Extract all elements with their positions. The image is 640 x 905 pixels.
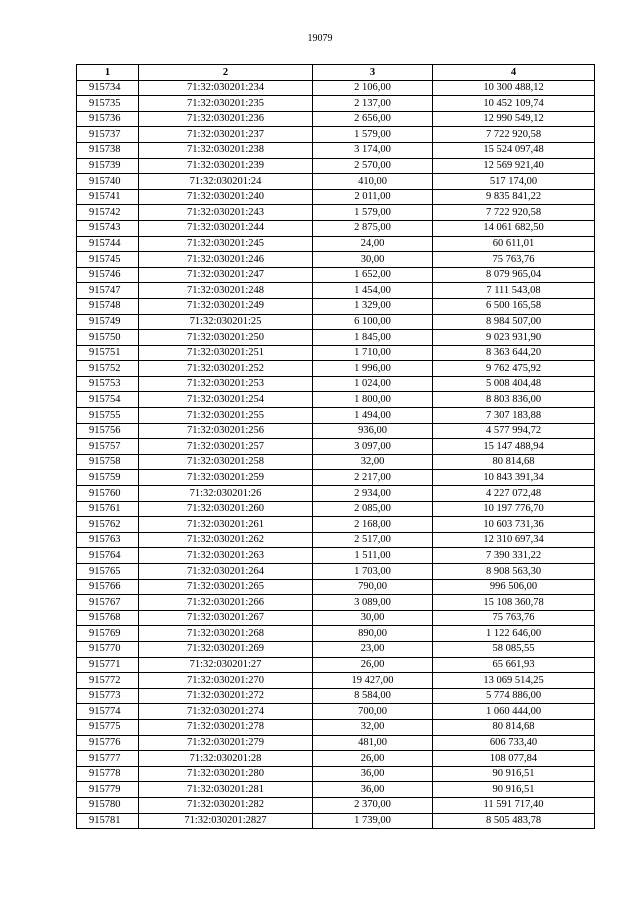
area-cell: 2 875,00 (313, 220, 433, 236)
table-row (77, 127, 595, 143)
area-cell: 3 174,00 (313, 142, 433, 158)
area-cell: 2 934,00 (313, 486, 433, 502)
row-number-cell: 915760 (77, 486, 139, 502)
area-cell: 2 370,00 (313, 797, 433, 813)
row-number-cell: 915734 (77, 80, 139, 96)
table-row (77, 158, 595, 174)
area-cell: 2 656,00 (313, 111, 433, 127)
value-cell: 5 774 886,00 (433, 688, 595, 704)
table-row (77, 782, 595, 798)
value-cell: 10 197 776,70 (433, 501, 595, 517)
row-number-cell: 915753 (77, 376, 139, 392)
row-number-cell: 915745 (77, 252, 139, 268)
area-cell: 1 652,00 (313, 267, 433, 283)
cadastral-number-cell: 71:32:030201:255 (139, 408, 313, 424)
table-header-row (77, 65, 595, 81)
area-cell: 790,00 (313, 579, 433, 595)
area-cell: 3 089,00 (313, 595, 433, 611)
area-cell: 23,00 (313, 641, 433, 657)
cadastral-number-cell: 71:32:030201:25 (139, 314, 313, 330)
table-row (77, 376, 595, 392)
cadastral-number-cell: 71:32:030201:2827 (139, 813, 313, 829)
row-number-cell: 915744 (77, 236, 139, 252)
cadastral-number-cell: 71:32:030201:247 (139, 267, 313, 283)
column-header-1: 1 (77, 65, 139, 81)
row-number-cell: 915751 (77, 345, 139, 361)
cadastral-number-cell: 71:32:030201:27 (139, 657, 313, 673)
area-cell: 410,00 (313, 174, 433, 190)
value-cell: 8 908 563,30 (433, 564, 595, 580)
table-row (77, 423, 595, 439)
area-cell: 32,00 (313, 719, 433, 735)
value-cell: 996 506,00 (433, 579, 595, 595)
value-cell: 12 569 921,40 (433, 158, 595, 174)
value-cell: 90 916,51 (433, 782, 595, 798)
area-cell: 30,00 (313, 610, 433, 626)
value-cell: 11 591 717,40 (433, 797, 595, 813)
area-cell: 3 097,00 (313, 439, 433, 455)
value-cell: 9 023 931,90 (433, 330, 595, 346)
area-cell: 1 996,00 (313, 361, 433, 377)
value-cell: 15 108 360,78 (433, 595, 595, 611)
area-cell: 2 517,00 (313, 532, 433, 548)
data-table (76, 64, 595, 829)
cadastral-number-cell: 71:32:030201:243 (139, 205, 313, 221)
row-number-cell: 915761 (77, 501, 139, 517)
table-body (77, 80, 595, 829)
cadastral-number-cell: 71:32:030201:28 (139, 751, 313, 767)
cadastral-number-cell: 71:32:030201:262 (139, 532, 313, 548)
value-cell: 12 310 697,34 (433, 532, 595, 548)
cadastral-number-cell: 71:32:030201:253 (139, 376, 313, 392)
table-row (77, 314, 595, 330)
row-number-cell: 915754 (77, 392, 139, 408)
row-number-cell: 915766 (77, 579, 139, 595)
area-cell: 1 739,00 (313, 813, 433, 829)
cadastral-number-cell: 71:32:030201:252 (139, 361, 313, 377)
row-number-cell: 915767 (77, 595, 139, 611)
value-cell: 60 611,01 (433, 236, 595, 252)
value-cell: 80 814,68 (433, 719, 595, 735)
table-row (77, 392, 595, 408)
table-row (77, 408, 595, 424)
value-cell: 58 085,55 (433, 641, 595, 657)
area-cell: 936,00 (313, 423, 433, 439)
cadastral-number-cell: 71:32:030201:281 (139, 782, 313, 798)
area-cell: 2 168,00 (313, 517, 433, 533)
table-row (77, 267, 595, 283)
row-number-cell: 915773 (77, 688, 139, 704)
table-row (77, 704, 595, 720)
column-header-3: 3 (313, 65, 433, 81)
row-number-cell: 915750 (77, 330, 139, 346)
cadastral-number-cell: 71:32:030201:251 (139, 345, 313, 361)
area-cell: 1 329,00 (313, 298, 433, 314)
row-number-cell: 915743 (77, 220, 139, 236)
value-cell: 8 984 507,00 (433, 314, 595, 330)
area-cell: 1 845,00 (313, 330, 433, 346)
row-number-cell: 915756 (77, 423, 139, 439)
area-cell: 8 584,00 (313, 688, 433, 704)
row-number-cell: 915757 (77, 439, 139, 455)
area-cell: 24,00 (313, 236, 433, 252)
cadastral-number-cell: 71:32:030201:246 (139, 252, 313, 268)
area-cell: 1 800,00 (313, 392, 433, 408)
area-cell: 1 454,00 (313, 283, 433, 299)
row-number-cell: 915764 (77, 548, 139, 564)
table-row (77, 96, 595, 112)
row-number-cell: 915737 (77, 127, 139, 143)
area-cell: 1 710,00 (313, 345, 433, 361)
table-row (77, 657, 595, 673)
row-number-cell: 915769 (77, 626, 139, 642)
value-cell: 1 060 444,00 (433, 704, 595, 720)
cadastral-number-cell: 71:32:030201:268 (139, 626, 313, 642)
value-cell: 10 300 488,12 (433, 80, 595, 96)
cadastral-number-cell: 71:32:030201:260 (139, 501, 313, 517)
cadastral-number-cell: 71:32:030201:263 (139, 548, 313, 564)
table-row (77, 751, 595, 767)
table-row (77, 454, 595, 470)
value-cell: 90 916,51 (433, 766, 595, 782)
table-row (77, 719, 595, 735)
row-number-cell: 915774 (77, 704, 139, 720)
cadastral-number-cell: 71:32:030201:244 (139, 220, 313, 236)
table-row (77, 80, 595, 96)
row-number-cell: 915759 (77, 470, 139, 486)
area-cell: 36,00 (313, 766, 433, 782)
cadastral-number-cell: 71:32:030201:258 (139, 454, 313, 470)
value-cell: 15 524 097,48 (433, 142, 595, 158)
value-cell: 7 390 331,22 (433, 548, 595, 564)
area-cell: 1 494,00 (313, 408, 433, 424)
row-number-cell: 915747 (77, 283, 139, 299)
value-cell: 80 814,68 (433, 454, 595, 470)
cadastral-number-cell: 71:32:030201:259 (139, 470, 313, 486)
table-row (77, 361, 595, 377)
table-row (77, 330, 595, 346)
cadastral-number-cell: 71:32:030201:256 (139, 423, 313, 439)
cadastral-number-cell: 71:32:030201:249 (139, 298, 313, 314)
cadastral-number-cell: 71:32:030201:26 (139, 486, 313, 502)
cadastral-number-cell: 71:32:030201:279 (139, 735, 313, 751)
cadastral-number-cell: 71:32:030201:266 (139, 595, 313, 611)
cadastral-number-cell: 71:32:030201:267 (139, 610, 313, 626)
value-cell: 6 500 165,58 (433, 298, 595, 314)
row-number-cell: 915738 (77, 142, 139, 158)
value-cell: 7 722 920,58 (433, 127, 595, 143)
column-header-4: 4 (433, 65, 595, 81)
table-row (77, 688, 595, 704)
table-row (77, 766, 595, 782)
value-cell: 517 174,00 (433, 174, 595, 190)
cadastral-number-cell: 71:32:030201:236 (139, 111, 313, 127)
area-cell: 1 511,00 (313, 548, 433, 564)
cadastral-number-cell: 71:32:030201:280 (139, 766, 313, 782)
row-number-cell: 915752 (77, 361, 139, 377)
value-cell: 4 577 994,72 (433, 423, 595, 439)
cadastral-number-cell: 71:32:030201:245 (139, 236, 313, 252)
cadastral-number-cell: 71:32:030201:265 (139, 579, 313, 595)
table-row (77, 220, 595, 236)
area-cell: 19 427,00 (313, 673, 433, 689)
value-cell: 8 363 644,20 (433, 345, 595, 361)
area-cell: 1 579,00 (313, 127, 433, 143)
table-row (77, 205, 595, 221)
value-cell: 5 008 404,48 (433, 376, 595, 392)
area-cell: 1 024,00 (313, 376, 433, 392)
row-number-cell: 915770 (77, 641, 139, 657)
value-cell: 7 307 183,88 (433, 408, 595, 424)
table-row (77, 797, 595, 813)
cadastral-number-cell: 71:32:030201:254 (139, 392, 313, 408)
row-number-cell: 915777 (77, 751, 139, 767)
table-row (77, 283, 595, 299)
value-cell: 10 843 391,34 (433, 470, 595, 486)
row-number-cell: 915739 (77, 158, 139, 174)
table-row (77, 345, 595, 361)
row-number-cell: 915781 (77, 813, 139, 829)
area-cell: 2 137,00 (313, 96, 433, 112)
row-number-cell: 915768 (77, 610, 139, 626)
table-row (77, 610, 595, 626)
cadastral-number-cell: 71:32:030201:240 (139, 189, 313, 205)
value-cell: 606 733,40 (433, 735, 595, 751)
area-cell: 26,00 (313, 657, 433, 673)
row-number-cell: 915765 (77, 564, 139, 580)
table-row (77, 673, 595, 689)
table-row (77, 111, 595, 127)
table-row (77, 579, 595, 595)
row-number-cell: 915736 (77, 111, 139, 127)
table-row (77, 564, 595, 580)
table-row (77, 532, 595, 548)
area-cell: 36,00 (313, 782, 433, 798)
row-number-cell: 915742 (77, 205, 139, 221)
row-number-cell: 915763 (77, 532, 139, 548)
cadastral-number-cell: 71:32:030201:269 (139, 641, 313, 657)
value-cell: 9 835 841,22 (433, 189, 595, 205)
cadastral-number-cell: 71:32:030201:261 (139, 517, 313, 533)
table-row (77, 189, 595, 205)
area-cell: 32,00 (313, 454, 433, 470)
value-cell: 75 763,76 (433, 610, 595, 626)
table-row (77, 641, 595, 657)
table-row (77, 486, 595, 502)
cadastral-number-cell: 71:32:030201:237 (139, 127, 313, 143)
row-number-cell: 915735 (77, 96, 139, 112)
table-row (77, 236, 595, 252)
area-cell: 890,00 (313, 626, 433, 642)
cadastral-number-cell: 71:32:030201:250 (139, 330, 313, 346)
value-cell: 10 603 731,36 (433, 517, 595, 533)
cadastral-number-cell: 71:32:030201:264 (139, 564, 313, 580)
row-number-cell: 915780 (77, 797, 139, 813)
area-cell: 1 703,00 (313, 564, 433, 580)
table-row (77, 517, 595, 533)
cadastral-number-cell: 71:32:030201:239 (139, 158, 313, 174)
area-cell: 6 100,00 (313, 314, 433, 330)
row-number-cell: 915778 (77, 766, 139, 782)
value-cell: 13 069 514,25 (433, 673, 595, 689)
value-cell: 8 505 483,78 (433, 813, 595, 829)
value-cell: 108 077,84 (433, 751, 595, 767)
value-cell: 8 079 965,04 (433, 267, 595, 283)
area-cell: 2 217,00 (313, 470, 433, 486)
row-number-cell: 915740 (77, 174, 139, 190)
value-cell: 8 803 836,00 (433, 392, 595, 408)
row-number-cell: 915748 (77, 298, 139, 314)
cadastral-number-cell: 71:32:030201:234 (139, 80, 313, 96)
row-number-cell: 915746 (77, 267, 139, 283)
page-number: 19079 (307, 33, 333, 44)
row-number-cell: 915755 (77, 408, 139, 424)
row-number-cell: 915772 (77, 673, 139, 689)
value-cell: 7 111 543,08 (433, 283, 595, 299)
value-cell: 14 061 682,50 (433, 220, 595, 236)
table-row (77, 252, 595, 268)
row-number-cell: 915779 (77, 782, 139, 798)
area-cell: 700,00 (313, 704, 433, 720)
cadastral-number-cell: 71:32:030201:235 (139, 96, 313, 112)
area-cell: 1 579,00 (313, 205, 433, 221)
table-row (77, 626, 595, 642)
cadastral-number-cell: 71:32:030201:274 (139, 704, 313, 720)
table-row (77, 595, 595, 611)
area-cell: 30,00 (313, 252, 433, 268)
table-row (77, 735, 595, 751)
value-cell: 12 990 549,12 (433, 111, 595, 127)
row-number-cell: 915775 (77, 719, 139, 735)
row-number-cell: 915758 (77, 454, 139, 470)
value-cell: 15 147 488,94 (433, 439, 595, 455)
value-cell: 9 762 475,92 (433, 361, 595, 377)
value-cell: 75 763,76 (433, 252, 595, 268)
area-cell: 481,00 (313, 735, 433, 751)
row-number-cell: 915749 (77, 314, 139, 330)
area-cell: 26,00 (313, 751, 433, 767)
area-cell: 2 011,00 (313, 189, 433, 205)
table-row (77, 501, 595, 517)
cadastral-number-cell: 71:32:030201:270 (139, 673, 313, 689)
table-row (77, 142, 595, 158)
row-number-cell: 915776 (77, 735, 139, 751)
row-number-cell: 915771 (77, 657, 139, 673)
row-number-cell: 915741 (77, 189, 139, 205)
table-row (77, 298, 595, 314)
area-cell: 2 106,00 (313, 80, 433, 96)
value-cell: 10 452 109,74 (433, 96, 595, 112)
table-row (77, 439, 595, 455)
table-row (77, 548, 595, 564)
cadastral-number-cell: 71:32:030201:272 (139, 688, 313, 704)
table-row (77, 470, 595, 486)
cadastral-number-cell: 71:32:030201:278 (139, 719, 313, 735)
cadastral-number-cell: 71:32:030201:248 (139, 283, 313, 299)
table-row (77, 174, 595, 190)
cadastral-number-cell: 71:32:030201:238 (139, 142, 313, 158)
table-row (77, 813, 595, 829)
value-cell: 1 122 646,00 (433, 626, 595, 642)
cadastral-number-cell: 71:32:030201:257 (139, 439, 313, 455)
cadastral-number-cell: 71:32:030201:282 (139, 797, 313, 813)
value-cell: 4 227 072,48 (433, 486, 595, 502)
area-cell: 2 570,00 (313, 158, 433, 174)
column-header-2: 2 (139, 65, 313, 81)
value-cell: 65 661,93 (433, 657, 595, 673)
cadastral-number-cell: 71:32:030201:24 (139, 174, 313, 190)
area-cell: 2 085,00 (313, 501, 433, 517)
row-number-cell: 915762 (77, 517, 139, 533)
value-cell: 7 722 920,58 (433, 205, 595, 221)
